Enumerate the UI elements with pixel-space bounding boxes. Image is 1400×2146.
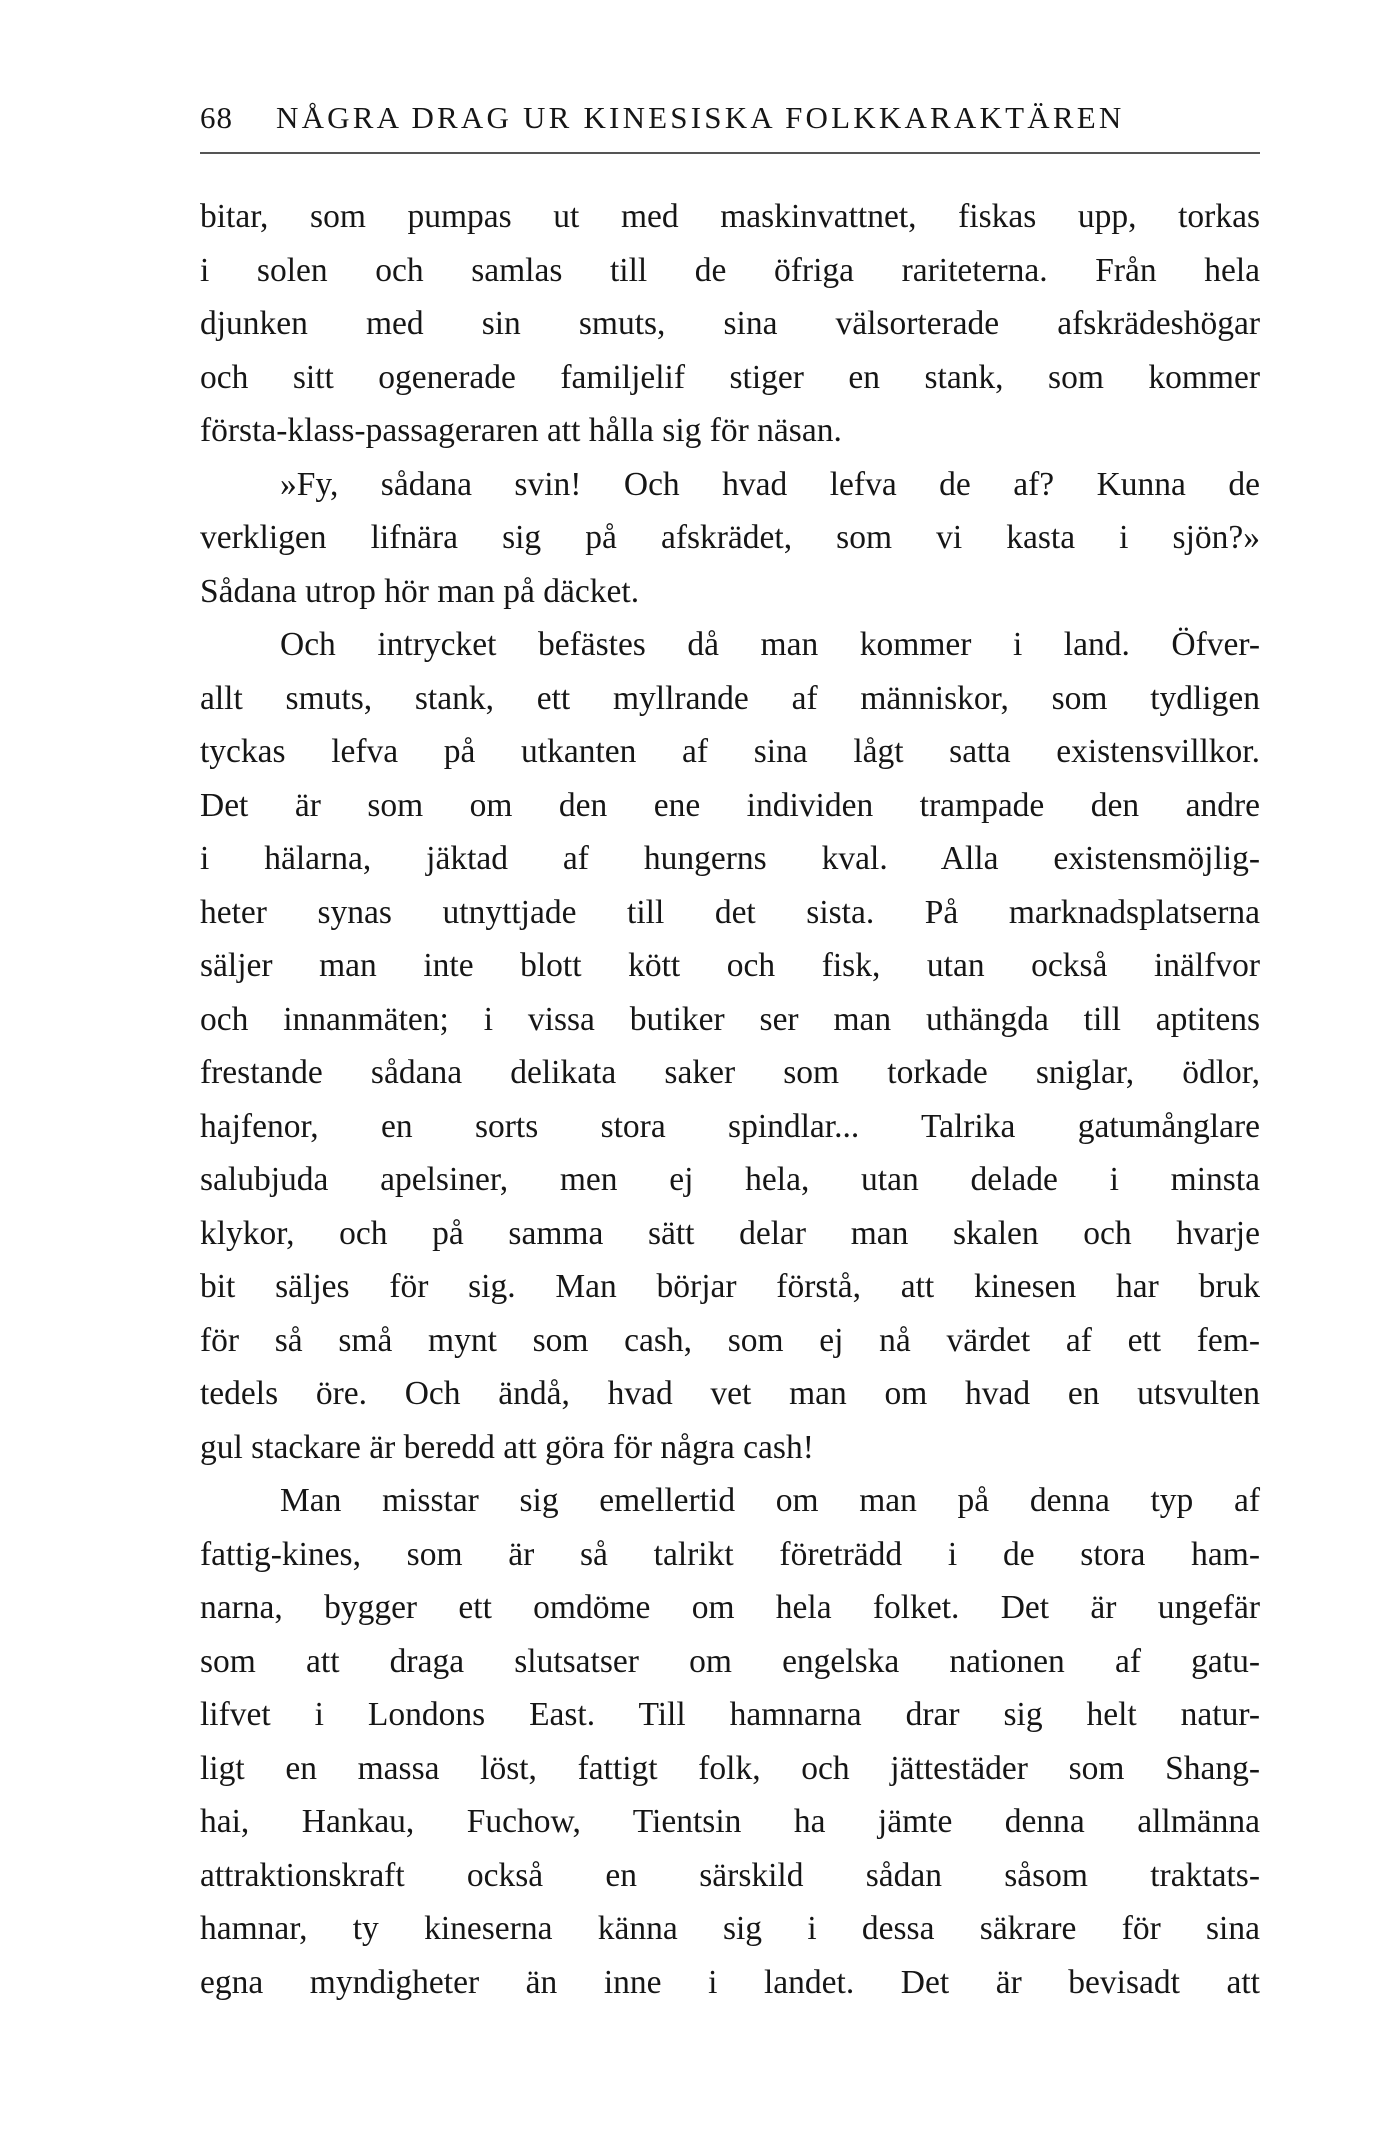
text-line: Det är som om den ene individen trampade den andre (200, 786, 1260, 824)
text-line: gul stackare är beredd att göra för några cash! (200, 1428, 814, 1466)
page-header (200, 100, 1260, 160)
text-line: bit säljes för sig. Man börjar förstå, att kinesen har bruk (200, 1268, 1260, 1305)
text-line: verkligen lifnära sig på afskrädet, som vi kasta i sjön?» (200, 519, 1260, 556)
text-line: frestande sådana delikata saker som torkade sniglar, ödlor, (200, 1054, 1260, 1091)
text-line: attraktionskraft också en särskild sådan såsom traktats- (200, 1856, 1260, 1894)
text-line: narna, bygger ett omdöme om hela folket. Det är ungefär (200, 1589, 1260, 1626)
text-line: säljer man inte blott kött och fisk, utan också inälfvor (200, 947, 1260, 984)
text-line: tyckas lefva på utkanten af sina lågt satta existensvillkor. (200, 733, 1260, 770)
header-rule (200, 152, 1260, 154)
text-line: hai, Hankau, Fuchow, Tientsin ha jämte denna allmänna (200, 1803, 1260, 1840)
text-line: första-klass-passageraren att hålla sig för näsan. (200, 412, 842, 449)
text-line: klykor, och på samma sätt delar man skalen och hvarje (200, 1214, 1260, 1252)
text-line: tedels öre. Och ändå, hvad vet man om hvad en utsvulten (200, 1375, 1260, 1412)
text-line: Och intrycket befästes då man kommer i land. Öfver- (280, 626, 1260, 663)
page-number: 68 (200, 100, 233, 135)
text-line: hajfenor, en sorts stora spindlar... Talrika gatumånglare (200, 1107, 1260, 1145)
text-line: som att draga slutsatser om engelska nationen af gatu- (200, 1642, 1260, 1680)
text-line: i solen och samlas till de öfriga rariteterna. Från hela (200, 251, 1260, 289)
text-line: »Fy, sådana svin! Och hvad lefva de af? Kunna de (280, 465, 1260, 503)
text-line: egna myndigheter än inne i landet. Det är bevisadt att (200, 1963, 1260, 2001)
text-line: och innanmäten; i vissa butiker ser man uthängda till aptitens (200, 1000, 1260, 1038)
text-line: bitar, som pumpas ut med maskinvattnet, fiskas upp, torkas (200, 198, 1260, 235)
text-line: salubjuda apelsiner, men ej hela, utan delade i minsta (200, 1161, 1260, 1198)
text-line: fattig-kines, som är så talrikt företrädd i de stora ham- (200, 1535, 1260, 1573)
text-line: Man misstar sig emellertid om man på denna typ af (280, 1482, 1260, 1519)
running-head-title: NÅGRA DRAG UR KINESISKA FOLKKARAKTÄREN (276, 100, 1125, 135)
text-line: djunken med sin smuts, sina välsorterade afskrädeshögar (200, 305, 1260, 342)
text-line: lifvet i Londons East. Till hamnarna drar sig helt natur- (200, 1696, 1260, 1733)
text-line: hamnar, ty kineserna känna sig i dessa säkrare för sina (200, 1910, 1260, 1947)
text-line: heter synas utnyttjade till det sista. På marknadsplatserna (200, 893, 1260, 931)
text-line: ligt en massa löst, fattigt folk, och jättestäder som Shang- (200, 1749, 1260, 1787)
text-line: i hälarna, jäktad af hungerns kval. Alla existensmöjlig- (200, 840, 1260, 877)
body-text (200, 190, 1260, 2009)
text-line: allt smuts, stank, ett myllrande af människor, som tydligen (200, 679, 1260, 717)
text-line: för så små mynt som cash, som ej nå värdet af ett fem- (200, 1321, 1260, 1359)
text-line: och sitt ogenerade familjelif stiger en stank, som kommer (200, 358, 1260, 396)
text-line: Sådana utrop hör man på däcket. (200, 572, 640, 610)
